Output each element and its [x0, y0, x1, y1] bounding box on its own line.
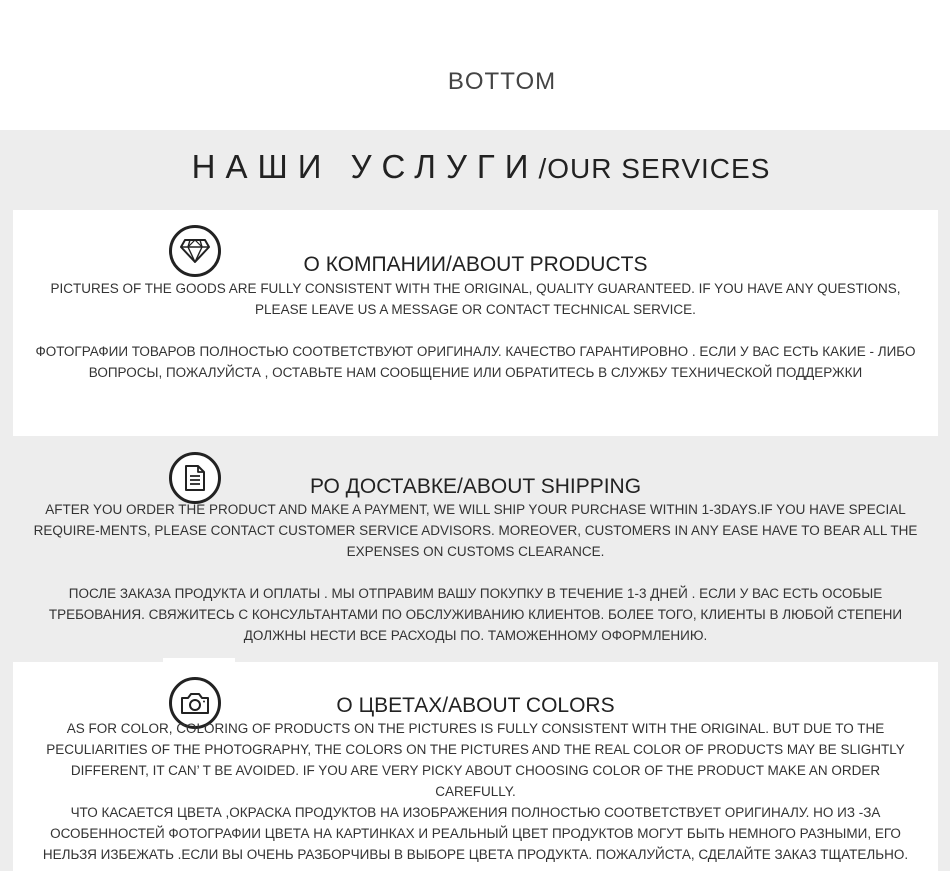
about-products-text-ru: ФОТОГРАФИИ ТОВАРОВ ПОЛНОСТЬЮ СООТВЕТСТВУЮТ ОРИГИНАЛУ. КАЧЕСТВО ГАРАНТИРОВНО . ЕСЛИ У ВАС ЕСТЬ КАКИЕ - ЛИБО ВОПРОСЫ, ПОЖАЛУЙСТА , ОСТАВЬТЕ НАМ СООБЩЕНИЕ ИЛИ ОБРАТИТЕСЬ В СЛУЖБУ ТЕХНИЧЕСКОЙ ПОДДЕРЖКИ	[35, 344, 916, 380]
about-colors-section	[13, 662, 938, 871]
bottom-heading: BOTTOM	[447, 68, 557, 95]
about-shipping-text-en: AFTER YOU ORDER THE PRODUCT AND MAKE A PAYMENT, WE WILL SHIP YOUR PURCHASE WITHIN 1-3DAYS.IF YOU HAVE SPECIAL REQUIRE-MENTS, PLEASE CONTACT CUSTOMER SERVICE ADVISORS. MOREOVER, CUSTOMERS IN ANY EASE HAVE TO BEAR ALL THE EXPENSES ON CUSTOMS CLEARANCE.	[33, 502, 918, 559]
about-colors-title: О ЦВЕТАХ/ABOUT COLORS	[336, 694, 615, 717]
services-heading	[0, 148, 950, 186]
about-colors-text-ru: ЧТО КАСАЕТСЯ ЦВЕТА ,ОКРАСКА ПРОДУКТОВ НА ИЗОБРАЖЕНИЯ ПОЛНОСТЬЮ СООТВЕТСТВУЕТ ОРИГИНАЛУ. НО ИЗ -ЗА ОСОБЕННОСТЕЙ ФОТОГРАФИИ ЦВЕТА НА КАРТИНКАХ И РЕАЛЬНЫЙ ЦВЕТ ПРОДУКТОВ МОГУТ БЫТЬ НЕМНОГО РАЗНЫМИ, ЕГО НЕЛЬЗЯ ИЗБЕЖАТЬ .ЕСЛИ ВЫ ОЧЕНЬ РАЗБОРЧИВЫ В ВЫБОРЕ ЦВЕТА ПРОДУКТА. ПОЖАЛУЙСТА, СДЕЛАЙТЕ ЗАКАЗ ТЩАТЕЛЬНО.	[42, 805, 909, 862]
services-heading-ru: НАШИ УСЛУГИ	[191, 148, 539, 185]
about-shipping-title: РО ДОСТАВКЕ/ABOUT SHIPPING	[309, 475, 642, 498]
about-shipping-text-ru: ПОСЛЕ ЗАКАЗА ПРОДУКТА И ОПЛАТЫ . МЫ ОТПРАВИМ ВАШУ ПОКУПКУ В ТЕЧЕНИЕ 1-3 ДНЕЙ . ЕСЛИ У ВАС ЕСТЬ ОСОБЫЕ ТРЕБОВАНИЯ. СВЯЖИТЕСЬ С КОНСУЛЬТАНТАМИ ПО ОБСЛУЖИВАНИЮ КЛИЕНТОВ. БОЛЕЕ ТОГО, КЛИЕНТЫ В ЛЮБОЙ СТЕПЕНИ ДОЛЖНЫ НЕСТИ ВСЕ РАСХОДЫ ПО. ТАМОЖЕННОМУ ОФОРМЛЕНИЮ.	[48, 586, 903, 643]
about-products-section	[13, 210, 938, 436]
services-heading-en: /OUR SERVICES	[538, 153, 771, 184]
about-products-title: О КОМПАНИИ/ABOUT PRODUCTS	[303, 253, 648, 276]
about-products-text-en: PICTURES OF THE GOODS ARE FULLY CONSISTENT WITH THE ORIGINAL, QUALITY GUARANTEED. IF YOU HAVE ANY QUESTIONS, PLEASE LEAVE US A MESSAGE OR CONTACT TECHNICAL SERVICE.	[50, 281, 901, 317]
top-band	[0, 0, 950, 130]
about-shipping-section	[13, 437, 938, 661]
about-colors-text-en: AS FOR COLOR, COLORING OF PRODUCTS ON THE PICTURES IS FULLY CONSISTENT WITH THE ORIGINAL. BUT DUE TO THE PECULIARITIES OF THE PHOTOGRAPHY, THE COLORS ON THE PICTURES AND THE REAL COLOR OF PRODUCTS MAY BE SLIGHTLY DIFFERENT, IT CAN’ T BE AVOIDED. IF YOU ARE VERY PICKY ABOUT CHOOSING COLOR OF THE PRODUCT MAKE AN ORDER CAREFULLY.	[46, 721, 905, 799]
